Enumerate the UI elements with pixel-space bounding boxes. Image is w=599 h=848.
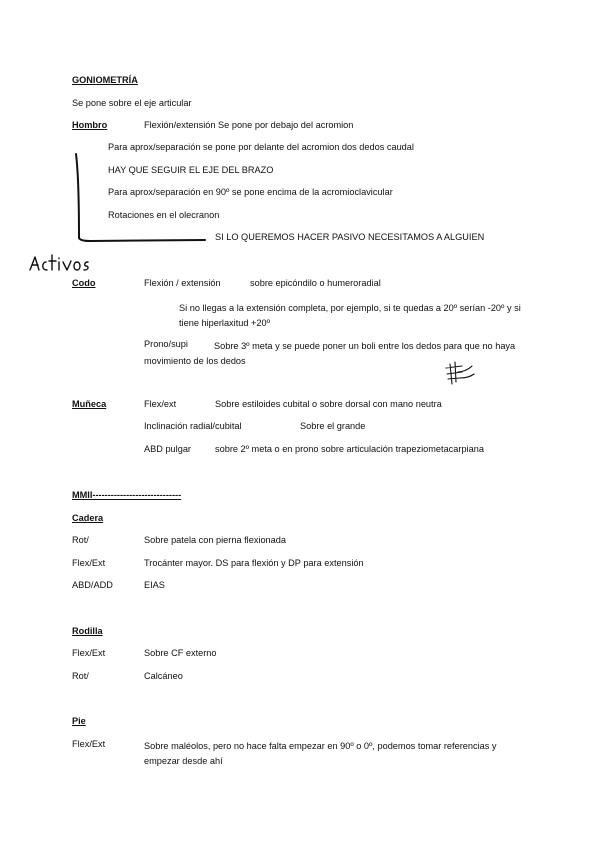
cadera-row-3-label: ABD/ADD [72, 580, 113, 590]
cadera-row-2-value: Trocánter mayor. DS para flexión y DP para extensión [144, 558, 364, 568]
hombro-line-5: Rotaciones en el olecranon [108, 210, 220, 220]
codo-value-2: Sobre 3º meta y se puede poner un boli entre los dedos para que no haya movimiento de los dedos [144, 341, 516, 366]
section-heading-hombro: Hombro [72, 120, 108, 130]
muneca-label-1: Flex/ext [144, 399, 177, 409]
section-heading-codo: Codo [72, 278, 96, 288]
muneca-label-2: Inclinación radial/cubital [144, 421, 242, 431]
rodilla-row-1-label: Flex/Ext [72, 648, 106, 658]
section-heading-mmii: MMII----------------------------- [72, 490, 182, 500]
intro-text: Se pone sobre el eje articular [72, 98, 192, 108]
codo-value-1: sobre epicóndilo o humeroradial [250, 278, 381, 288]
cadera-row-1-value: Sobre patela con pierna flexionada [144, 535, 286, 545]
pie-value: Sobre maléolos, pero no hace falta empezar en 90º o 0º, podemos tomar referencias y empezar desde ahí [144, 741, 497, 766]
rodilla-row-2-value: Calcáneo [144, 671, 183, 681]
section-heading-pie: Pie [72, 716, 86, 726]
document-title: GONIOMETRÍA [72, 75, 138, 85]
hombro-line-2: Para aprox/separación se pone por delante del acromion dos dedos caudal [108, 142, 414, 152]
muneca-value-2: Sobre el grande [300, 421, 366, 431]
section-heading-muneca: Muñeca [72, 399, 107, 409]
hombro-line-6: SI LO QUEREMOS HACER PASIVO NECESITAMOS A ALGUIEN [215, 232, 485, 242]
hombro-line-4: Para aprox/separación en 90º se pone encima de la acromioclavicular [108, 187, 393, 197]
muneca-value-3: sobre 2º meta o en prono sobre articulación trapeziometacarpiana [215, 444, 484, 454]
codo-note-1: Si no llegas a la extensión completa, por ejemplo, si te quedas a 20º serían -20º y si tiene hiperlaxitud +20º [179, 303, 521, 328]
codo-label-1: Flexión / extensión [144, 278, 221, 288]
cadera-row-1-label: Rot/ [72, 535, 89, 545]
section-heading-cadera: Cadera [72, 513, 104, 523]
muneca-label-3: ABD pulgar [144, 444, 191, 454]
codo-label-2: Prono/supi [144, 339, 188, 349]
pie-label: Flex/Ext [72, 739, 106, 749]
cadera-row-3-value: EIAS [144, 580, 165, 590]
hombro-line-1: Flexión/extensión Se pone por debajo del acromion [144, 120, 354, 130]
muneca-value-1: Sobre estiloides cubital o sobre dorsal con mano neutra [215, 399, 442, 409]
cadera-row-2-label: Flex/Ext [72, 558, 106, 568]
section-heading-rodilla: Rodilla [72, 626, 103, 636]
hombro-line-3: HAY QUE SEGUIR EL EJE DEL BRAZO [108, 165, 274, 175]
rodilla-row-2-label: Rot/ [72, 671, 89, 681]
rodilla-row-1-value: Sobre CF externo [144, 648, 217, 658]
